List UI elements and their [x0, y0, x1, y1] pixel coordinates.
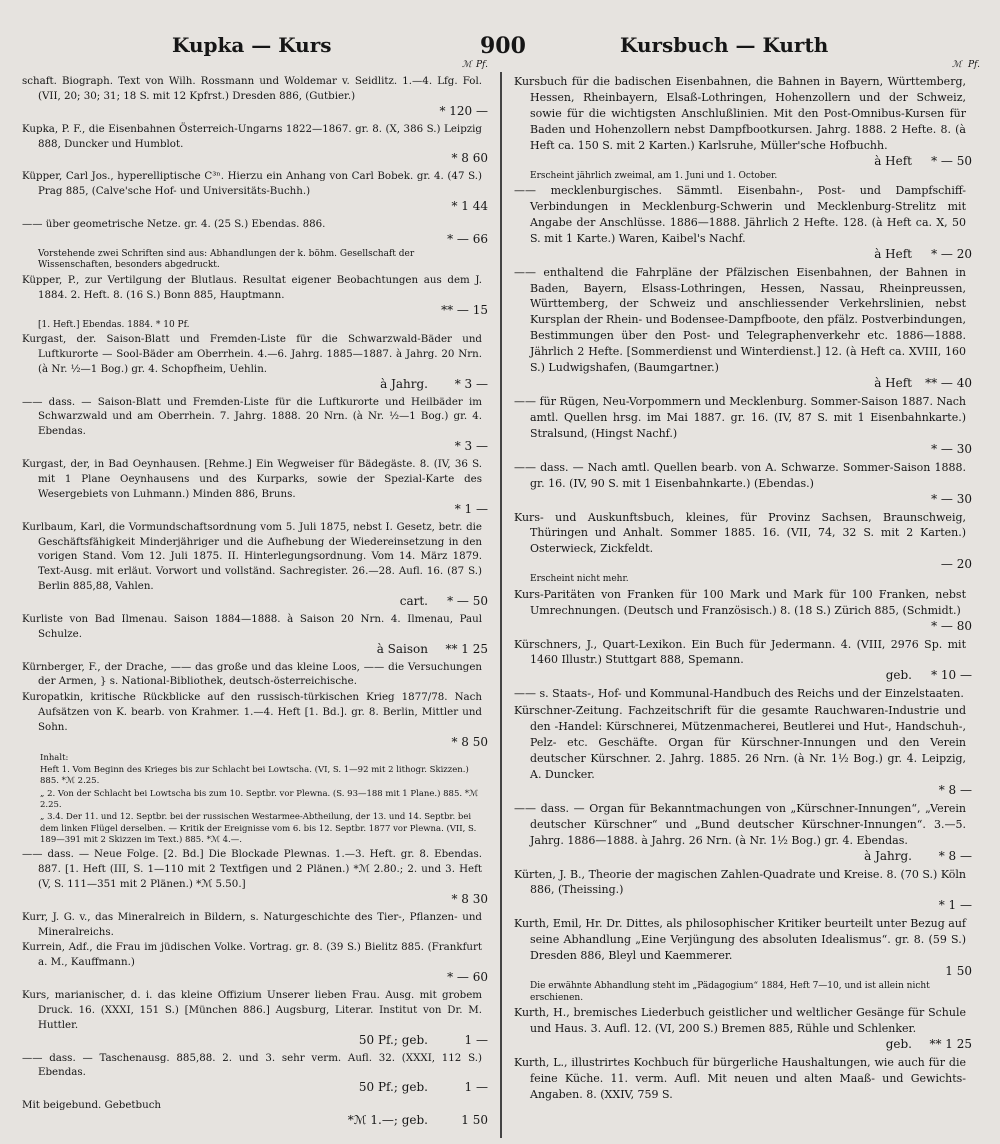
price-qualifier: 50 Pf.; geb.	[358, 1080, 428, 1095]
entry-text: Kurgast, der, in Bad Oeynhausen. [Rehme.] Ein Wegweiser für Bädegäste. 8. (IV, 36 S. mit 1 Plane Oeynhausens und des Kurparks, sowie der Spezial-Karte des Wesergebiets von Luhmann.) Minden 886, Bruns.	[22, 458, 482, 500]
entry-text: Kurgast, der. Saison-Blatt und Fremden-Liste für die Schwarzwald-Bäder und Luftkurorte — Sool-Bäder am Oberrhein. 4.—6. Jahrg. 1885—1887. à Jahrg. 20 Nrn. (à Nr. ½—1 Bog.) gr. 4. Schopfheim, Uehlin.	[22, 333, 482, 375]
entry-text: Kurs, marianischer, d. i. das kleine Offizium Unserer lieben Frau. Ausg. mit grobem Druck. 16. (XXXI, 151 S.) [München 886.] Augsburg, Literar. Institut von Dr. M. Huttler.	[22, 989, 482, 1031]
pfennig-heading: Pf.	[476, 60, 488, 70]
catalog-entry	[514, 460, 972, 509]
price: 1 50	[945, 964, 972, 979]
catalog-entry	[22, 273, 488, 331]
entry-text: Mit beigebund. Gebetbuch	[22, 1099, 162, 1112]
price-line	[22, 151, 488, 168]
entry-text: —— dass. — Organ für Bekanntmachungen von „Kürschner-Innungen“, „Verein deutscher Kürschner“ und „Bund deutscher Kürschner-Innungen“. 3.—5. Jahrg. 1886—1888. à Jahrg. 26 Nrn. (à Nr. 1½ Bog.) gr. 4. Ebendas.	[514, 801, 966, 847]
price-line	[22, 502, 488, 519]
mark-heading: ℳ	[952, 60, 962, 70]
catalog-entry	[22, 847, 488, 909]
entry-note: Die erwähnte Abhandlung steht im „Pädagogium“ 1884, Heft 7—10, und ist allein nicht erschienen.	[530, 981, 930, 1003]
price: * — 30	[931, 491, 972, 506]
entry-text: Kurth, H., bremisches Liederbuch geistlicher und weltlicher Gesänge für Schule und Haus. 3. Aufl. 12. (VI, 200 S.) Bremen 885, Rühle und Schlenker.	[514, 1006, 966, 1035]
price-qualifier: 50 Pf.; geb.	[358, 1032, 428, 1047]
price: * 1 44	[451, 199, 488, 214]
entry-text: —— dass. — Nach amtl. Quellen bearb. von A. Schwarze. Sommer-Saison 1888. gr. 16. (IV, 90 S. mit 1 Eisenbahnkarte.) (Ebendas.)	[514, 460, 966, 490]
price: * 8 30	[451, 891, 488, 906]
price-line	[22, 232, 488, 249]
price-line	[22, 377, 488, 394]
pfennig-heading: Pf.	[968, 60, 980, 70]
price-line	[514, 668, 972, 685]
column-divider	[500, 72, 502, 1138]
price: * 3 —	[454, 376, 488, 391]
price-qualifier: cart.	[399, 593, 428, 608]
catalog-entry	[22, 910, 488, 940]
catalog-entry	[514, 510, 972, 586]
price: * — 66	[447, 231, 488, 246]
entry-text: Kurlbaum, Karl, die Vormundschaftsordnung vom 5. Juli 1875, nebst I. Gesetz, betr. die Geschäftsfähigkeit Minderjähriger und die Aufhebung der Wiedereinsetzung in den vorigen Stand. Vom 12. Juli 1875. II. Hinterlegungsordnung. Vom 14. März 1879. Text-Ausg. mit erläut. Vorwort und vollständ. Sachregister. 26.—28. Aufl. 16. (87 S.) Berlin 885,88, Vahlen.	[22, 520, 482, 593]
price: * 120 —	[439, 103, 488, 118]
catalog-entry	[514, 801, 972, 866]
catalog-entry	[22, 1051, 488, 1098]
price: * — 20	[931, 246, 972, 261]
price: ** — 15	[441, 302, 488, 317]
entry-text: Kürten, J. B., Theorie der magischen Zahlen-Quadrate und Kreise. 8. (70 S.) Köln 886, (Theissing.)	[514, 867, 966, 897]
entry-text: —— dass. — Neue Folge. [2. Bd.] Die Blockade Plewnas. 1.—3. Heft. gr. 8. Ebendas. 887. [1. Heft (III, S. 1—110 mit 2 Textfigen und 2 Plänen.) *ℳ 2.80.; 2. und 3. Heft (V, S. 111—351 mit 2 Plänen.) *ℳ 5.50.]	[22, 848, 482, 890]
price: * — 60	[447, 970, 488, 985]
price: 1 —	[464, 1080, 488, 1095]
catalog-entry	[22, 395, 488, 457]
price: * — 30	[931, 441, 972, 456]
entry-text: schaft. Biograph. Text von Wilh. Rossmann und Woldemar v. Seidlitz. 1.—4. Lfg. Fol. (VII, 20; 30; 31; 18 S. mit 12 Kpfrst.) Dresden 886, (Gutbier.)	[22, 75, 482, 102]
catalog-entry	[514, 1055, 972, 1103]
entry-text: —— über geometrische Netze. gr. 4. (25 S.) Ebendas. 886.	[22, 218, 326, 231]
catalog-entry	[514, 265, 972, 393]
contents-line: Inhalt:	[40, 752, 69, 763]
catalog-entry	[514, 916, 972, 1004]
price: ** 1 25	[445, 641, 488, 656]
price: * 8 50	[451, 734, 488, 749]
catalog-entry	[22, 660, 488, 690]
catalog-entry	[22, 690, 488, 752]
price-qualifier: à Saison	[376, 641, 428, 656]
catalog-entry	[22, 74, 488, 121]
catalog-entry	[22, 812, 488, 846]
mark-heading: ℳ	[462, 60, 472, 70]
price-line	[514, 557, 972, 574]
entry-note: Erscheint nicht mehr.	[530, 574, 629, 585]
price: 1 —	[464, 1032, 488, 1047]
price: * 1 —	[938, 898, 972, 913]
price: 1 50	[461, 1113, 488, 1128]
entry-text: —— für Rügen, Neu-Vorpommern und Mecklenburg. Sommer-Saison 1887. Nach amtl. Quellen hrsg. im Mai 1887. gr. 16. (IV, 87 S. mit 1 Eisenbahnkarte.) Stralsund, (Hingst Nachf.)	[514, 395, 966, 440]
price-line	[22, 892, 488, 909]
price-qualifier: *ℳ 1.—; geb.	[347, 1113, 428, 1128]
price: * 8 —	[938, 848, 972, 863]
entry-text: Kürnberger, F., der Drache, —— das große und das kleine Loos, —— die Versuchungen der Armen, } s. National-Bibliothek, deutsch-österreichische.	[22, 660, 482, 688]
entry-text: Kurs-Paritäten von Franken für 100 Mark und Mark für 100 Franken, nebst Umrechnungen. (Deutsch und Französisch.) 8. (18 S.) Zürich 885, (Schmidt.)	[514, 587, 966, 617]
entry-note: [1. Heft.] Ebendas. 1884. * 10 Pf.	[38, 319, 190, 330]
catalog-entry	[514, 867, 972, 916]
price: * — 50	[447, 593, 488, 608]
price-column-heading	[514, 60, 980, 74]
catalog-entry	[514, 703, 972, 800]
entry-note: Erscheint jährlich zweimal, am 1. Juni und 1. October.	[530, 170, 778, 181]
entry-text: Kürschners, J., Quart-Lexikon. Ein Buch für Jedermann. 4. (VIII, 2976 Sp. mit 1460 Illustr.) Stuttgart 888, Spemann.	[514, 637, 966, 667]
price-line	[22, 439, 488, 456]
price-line	[514, 492, 972, 509]
price: * 8 —	[938, 782, 972, 797]
header-right: Kursbuch — Kurth	[620, 33, 829, 57]
price-line	[22, 1113, 488, 1130]
entry-text: Kupka, P. F., die Eisenbahnen Österreich-Ungarns 1822—1867. gr. 8. (X, 386 S.) Leipzig 888, Duncker und Humblot.	[22, 122, 482, 150]
left-column	[22, 60, 488, 1131]
catalog-entry	[22, 122, 488, 169]
price: ** 1 25	[929, 1036, 972, 1051]
price: — 20	[940, 557, 972, 572]
entry-text: Kuropatkin, kritische Rückblicke auf den russisch-türkischen Krieg 1877/78. Nach Aufsätzen von K. bearb. von Krahmer. 1.—4. Heft [1. Bd.]. gr. 8. Berlin, Mittler und Sohn.	[22, 691, 482, 733]
catalog-entry	[22, 457, 488, 519]
entry-text: Kurliste von Bad Ilmenau. Saison 1884—1888. à Saison 20 Nrn. 4. Ilmenau, Paul Schulze.	[22, 612, 482, 640]
price-line	[514, 619, 972, 636]
entry-text: —— enthaltend die Fahrpläne der Pfälzischen Eisenbahnen, der Bahnen in Baden, Bayern, Elsass-Lothringen, Hessen, Nassau, Rheinpreussen, Württemberg, der Schweiz und anschliessender Verkehrslinien, nebst Kursplan der Rhein- und Bodensee-Dampfboote, den pfälz. Postverbindungen, Bestimmungen über den Post- und Telegraphenverkehr etc. 1886—1888. Jährlich 2 Hefte. [Sommerdienst und Winterdienst.] 12. (à Heft ca. XVIII, 160 S.) Ludwigshafen, (Baumgartner.)	[514, 265, 966, 375]
entry-text: Küpper, Carl Jos., hyperelliptische C³ⁿ. Hierzu ein Anhang von Carl Bobek. gr. 4. (47 S.) Prag 885, (Calve'sche Hof- und Universitäts-Buchh.)	[22, 170, 482, 198]
catalog-entry	[22, 612, 488, 659]
price-line	[514, 247, 972, 264]
catalog-entry	[22, 1098, 488, 1130]
price: * 3 —	[454, 439, 488, 454]
page-number: 900	[480, 33, 526, 59]
price: ** — 40	[925, 376, 972, 390]
price-line	[22, 735, 488, 752]
price-line	[22, 199, 488, 216]
catalog-entry	[514, 686, 972, 702]
header-left: Kupka — Kurs	[172, 33, 332, 57]
entry-text: —— dass. — Saison-Blatt und Fremden-Liste für die Luftkurorte und Heilbäder im Schwarzwald und am Oberrhein. 7. Jahrg. 1888. 20 Nrn. (à Nr. ½—1 Bog.) gr. 4. Ebendas.	[22, 395, 482, 438]
price-line	[22, 970, 488, 987]
entry-text: Kurrein, Adf., die Frau im jüdischen Volke. Vortrag. gr. 8. (39 S.) Bielitz 885. (Frankfurt a. M., Kauffmann.)	[22, 941, 482, 969]
entry-text: Kurth, Emil, Hr. Dr. Dittes, als philosophischer Kritiker beurteilt unter Bezug auf seine Abhandlung „Eine Verjüngung des absoluten Idealismus“. gr. 8. (59 S.) Dresden 886, Bleyl und Kaemmerer.	[514, 917, 966, 963]
price-line	[514, 898, 972, 915]
price-line	[22, 104, 488, 121]
price-qualifier: à Heft	[874, 246, 912, 261]
catalog-entry	[514, 587, 972, 636]
price-line	[22, 1033, 488, 1050]
catalog-entry	[22, 520, 488, 611]
price-qualifier: geb.	[885, 1036, 912, 1051]
catalog-entry	[514, 74, 972, 182]
entry-text: Kürschner-Zeitung. Fachzeitschrift für die gesamte Rauchwaren-Industrie und den -Handel: Kürschnerei, Mützenmacherei, Beutlerei und Hut-, Handschuh-, Pelz- etc. Geschäfte. Organ für Kürschner-Innungen und den Verein deutscher Kürschner. 2. Jahrg. 1885. 26 Nrn. (à Nr. 1½ Bog.) gr. 4. Leipzig, A. Duncker.	[514, 704, 966, 781]
catalog-entry	[22, 988, 488, 1050]
catalog-entry	[514, 637, 972, 686]
entry-text: Kurth, L., illustrirtes Kochbuch für bürgerliche Haushaltungen, wie auch für die feine Küche. 11. verm. Aufl. Mit neuen und alten Maaß- und Gewichts-Angaben. 8. (XXIV, 759 S.	[514, 1055, 966, 1101]
entry-text: —— s. Staats-, Hof- und Kommunal-Handbuch des Reichs und der Einzelstaaten.	[514, 687, 964, 701]
price: * 1 —	[454, 501, 488, 516]
running-header	[0, 33, 1000, 63]
price-line	[514, 154, 972, 171]
price-qualifier: à Heft	[874, 376, 912, 390]
catalog-entry	[22, 753, 488, 764]
entry-text: —— mecklenburgisches. Sämmtl. Eisenbahn-, Post- und Dampfschiff-Verbindungen in Mecklenburg-Schwerin und Mecklenburg-Strelitz mit Angabe der Anschlüsse. 1886—1888. Jährlich 2 Hefte. 128. (à Heft ca. X, 50 S. mit 1 Karte.) Waren, Kaibel's Nachf.	[514, 184, 966, 245]
price-line	[22, 1080, 488, 1097]
catalog-entry	[22, 332, 488, 394]
entry-text: Küpper, P., zur Vertilgung der Blutlaus. Resultat eigener Beobachtungen aus dem J. 1884. 2. Heft. 8. (16 S.) Bonn 885, Hauptmann.	[22, 273, 482, 301]
catalog-entry	[22, 765, 488, 788]
catalog-entry	[22, 217, 488, 272]
price-line	[514, 783, 972, 800]
catalog-entry	[22, 789, 488, 812]
price-line	[22, 594, 488, 611]
right-column	[514, 60, 980, 1104]
price-line	[22, 642, 488, 659]
contents-line: „ 3.4. Der 11. und 12. Septbr. bei der russischen Westarmee-Abtheilung, der 13. und 14. Septbr. bei dem linken Flügel derselben. — Kritik der Ereignisse vom 6. bis 12. Septbr. 1877 vor Plewna. (VII, S. 189—391 mit 2 Skizzen im Text.) 885. *ℳ 4.—.	[40, 812, 477, 845]
entry-text: —— dass. — Taschenausg. 885,88. 2. und 3. sehr verm. Aufl. 32. (XXXI, 112 S.) Ebendas.	[22, 1051, 482, 1079]
entry-text: Kursbuch für die badischen Eisenbahnen, die Bahnen in Bayern, Württemberg, Hessen, Rheinbayern, Elsaß-Lothringen, Hohenzollern und der Schweiz, sowie für die wichtigsten Anschlußlinien. Mit den Post-Omnibus-Kursen für Baden und Hohenzollern nebst Dampfbootkursen. Jahrg. 1888. 2 Hefte. 8. (à Heft ca. 150 S. mit 2 Karten.) Karlsruhe, Müller'sche Hofbuchh.	[514, 75, 966, 152]
entry-text: Kurr, J. G. v., das Mineralreich in Bildern, s. Naturgeschichte des Tier-, Pflanzen- und Mineralreichs.	[22, 910, 482, 938]
price-column-heading	[22, 60, 488, 74]
price-line	[514, 849, 972, 866]
price-line	[514, 376, 972, 393]
catalog-entry	[22, 169, 488, 216]
contents-line: „ 2. Von der Schlacht bei Lowtscha bis zum 10. Septbr. vor Plewna. (S. 93—188 mit 1 Plane.) 885. *ℳ 2.25.	[40, 788, 479, 810]
price-line	[514, 1037, 972, 1054]
contents-line: Heft 1. Vom Beginn des Krieges bis zur Schlacht bei Lowtscha. (VI, S. 1—92 mit 2 lithogr. Skizzen.) 885. *ℳ 2.25.	[40, 765, 469, 787]
price: * — 80	[931, 618, 972, 633]
price-qualifier: à Heft	[874, 153, 912, 168]
catalog-entry	[514, 1005, 972, 1054]
catalog-entry	[514, 394, 972, 459]
entry-text: Kurs- und Auskunftsbuch, kleines, für Provinz Sachsen, Braunschweig, Thüringen und Anhalt. Sommer 1885. 16. (VII, 74, 32 S. mit 2 Karten.) Osterwieck, Zickfeldt.	[514, 510, 966, 556]
entry-note: Vorstehende zwei Schriften sind aus: Abhandlungen der k. böhm. Gesellschaft der Wissenschaften, besonders abgedruckt.	[38, 248, 415, 271]
price-line	[514, 442, 972, 459]
catalog-entry	[22, 940, 488, 987]
price-line	[22, 303, 488, 320]
price-line	[514, 964, 972, 981]
price-qualifier: à Jahrg.	[864, 848, 912, 863]
price-qualifier: à Jahrg.	[380, 376, 428, 391]
price: * 10 —	[931, 668, 972, 683]
catalog-entry	[514, 183, 972, 264]
price: * — 50	[931, 153, 972, 168]
price: * 8 60	[451, 151, 488, 166]
price-qualifier: geb.	[885, 668, 912, 683]
